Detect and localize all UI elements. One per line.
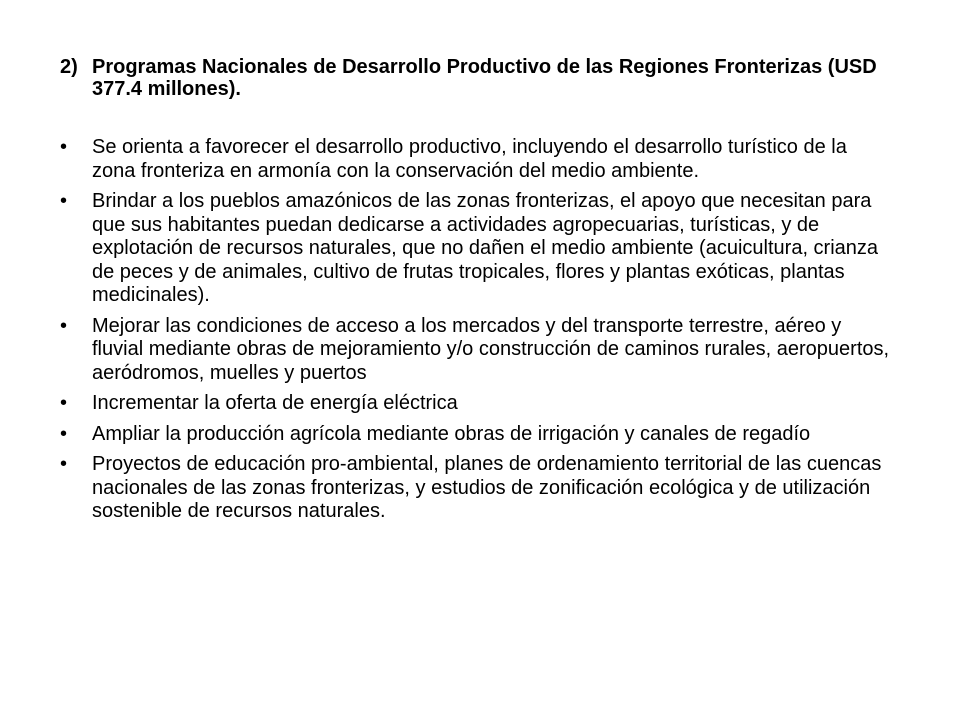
bullet-icon: •	[60, 392, 68, 414]
heading-text: Programas Nacionales de Desarrollo Productivo de las Regiones Fronterizas (USD 377.4 millones).	[92, 56, 877, 100]
bullet-icon: •	[60, 422, 68, 445]
bullet-text: Proyectos de educación pro-ambiental, planes de ordenamiento territorial de las cuencas nacionales de las zonas fronterizas, y estudios de zonificación ecológica y de utilización sostenible de recursos naturales.	[92, 453, 882, 522]
heading-number: 2)	[60, 56, 78, 78]
bullet-icon: •	[60, 453, 68, 475]
bullet-text: Se orienta a favorecer el desarrollo productivo, incluyendo el desarrollo turístico de la zona fronteriza en armonía con la conservación del medio ambiente.	[92, 136, 847, 182]
bullet-item	[60, 315, 890, 386]
bullet-item	[60, 423, 890, 447]
bullet-text: Mejorar las condiciones de acceso a los mercados y del transporte terrestre, aéreo y fluvial mediante obras de mejoramiento y/o construcción de caminos rurales, aeropuertos, aeródromos, muelles y puertos	[92, 314, 890, 384]
bullet-icon: •	[60, 190, 68, 212]
bullet-list	[60, 136, 890, 531]
bullet-item	[60, 190, 890, 308]
bullet-text: Brindar a los pueblos amazónicos de las zonas fronterizas, el apoyo que necesitan para que sus habitantes puedan dedicarse a actividades agropecuarias, turísticas, y de explotación de recursos naturales, que no dañen el medio ambiente (acuicultura, crianza de peces y de animales, cultivo de frutas tropicales, flores y plantas exóticas, plantas medicinales).	[92, 190, 879, 306]
bullet-item	[60, 392, 890, 416]
bullet-item	[60, 453, 890, 524]
bullet-text: Ampliar la producción agrícola mediante obras de irrigación y canales de regadío	[92, 422, 811, 445]
bullet-icon: •	[60, 314, 68, 337]
bullet-item	[60, 136, 890, 183]
bullet-text: Incrementar la oferta de energía eléctrica	[92, 392, 458, 414]
section-heading	[60, 56, 880, 100]
bullet-icon: •	[60, 136, 68, 158]
